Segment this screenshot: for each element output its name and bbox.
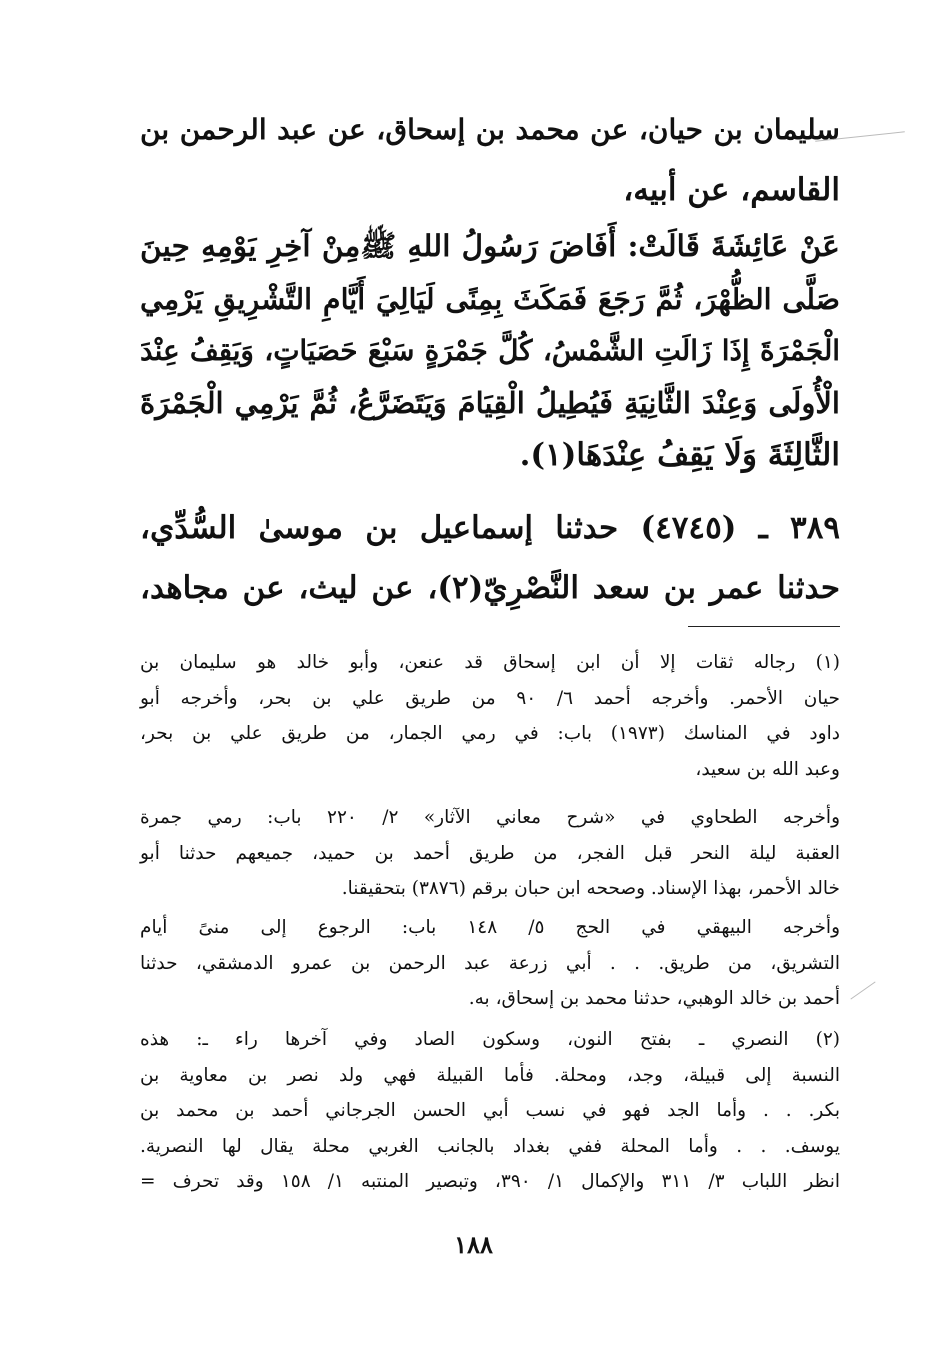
text-line: أحمد بن خالد الوهبي، حدثنا محمد بن إسحاق، به. (468, 988, 840, 1009)
text-line: الثَّالِثَةَ وَلَا يَقِفُ عِنْدَهَا(١). (519, 437, 840, 473)
text-line: التشريق، من طريق. . . أبي زرعة عبد الرحمن بن عمرو الدمشقي، حدثنا (140, 952, 840, 974)
text-line: حدثنا عمر بن سعد النَّصْرِيّ(٢)، عن ليث، عن مجاهد، (140, 570, 840, 606)
text-line: وأخرجه الطحاوي في «شرح معاني الآثار» ٢/ ٢٢٠ باب: رمي جمرة (140, 807, 841, 828)
text-line: العقبة ليلة النحر قبل الفجر، من طريق أحمد بن حميد، جميعهم حدثنا أبو (140, 842, 840, 864)
hadith-matn (140, 221, 840, 481)
text-line: انظر اللباب ٣/ ٣١١ والإكمال ١/ ٣٩٠، وتبصير المنتبه ١/ ١٥٨ وقد تحرف = (140, 1171, 841, 1192)
text-line: خالد الأحمر، بهذا الإسناد. وصححه ابن حبان برقم (٣٨٧٦) بتحقيقنا. (341, 878, 840, 899)
hadith-389-isnad (140, 498, 840, 618)
text-line: داود في المناسك (١٩٧٣) باب: في رمي الجمار، من طريق علي بن بحر، (140, 723, 840, 744)
scan-artifact-line (850, 981, 875, 999)
text-line: وأخرجه البيهقي في الحج ٥/ ١٤٨ باب: الرجوع إلى منىً أيام (140, 917, 841, 938)
footnote-2 (140, 1022, 840, 1200)
text-line: حيان الأحمر. وأخرجه أحمد ٦/ ٩٠ من طريق علي بن بحر، وأخرجه أبو (140, 687, 840, 709)
text-line: بكر. . . وأما الجد فهو في نسب أبي الحسن الجرجاني أحمد بن محمد بن (140, 1100, 840, 1121)
text-line: يوسف. . . وأما المحلة ففي بغداد بالجانب الغربي محلة يقال لها النصرية. (140, 1135, 840, 1157)
text-line: عَنْ عَائِشَةَ قَالَتْ: أَفَاضَ رَسُولُ اللهِ ﷺمِنْ آخِرِ يَوْمِهِ حِينَ (140, 229, 840, 264)
footnote-1-part-1 (140, 645, 840, 787)
text-line: النسبة إلى قبيلة، وجد، ومحلة. فأما القبيلة فهي ولد نصر بن معاوية بن (140, 1064, 840, 1086)
footnote-separator (688, 626, 840, 627)
footnote-1-part-3 (140, 910, 840, 1017)
text-line: صَلَّى الظُّهْرَ، ثُمَّ رَجَعَ فَمَكَثَ بِمِنًى لَيَالِيَ أَيَّامِ التَّشْرِيقِ يَرْمِي (140, 282, 840, 316)
text-line: الْأُولَى وَعِنْدَ الثَّانِيَةِ فَيُطِيلُ الْقِيَامَ وَيَتَضَرَّعُ، ثُمَّ يَرْمِي الْجَمْرَةَ (140, 386, 840, 420)
text-line: سليمان بن حيان، عن محمد بن إسحاق، عن عبد الرحمن بن (140, 113, 840, 146)
isnad-continuation (140, 100, 840, 220)
text-line: (١) رجاله ثقات إلا أن ابن إسحاق قد عنعن، وأبو خالد هو سليمان بن (140, 652, 840, 673)
text-line: الْجَمْرَةَ إِذَا زَالَتِ الشَّمْسُ، كُلَّ جَمْرَةٍ سَبْعَ حَصَيَاتٍ، وَيَقِفُ عِنْدَ (140, 334, 840, 367)
page-number: ١٨٨ (454, 1230, 493, 1259)
text-line: ٣٨٩ ـ (٤٧٤٥) حدثنا إسماعيل بن موسىٰ السُّدِّي، (140, 510, 840, 546)
text-line: القاسم، عن أبيه، (623, 172, 840, 208)
text-line: وعبد الله بن سعيد، (695, 758, 840, 780)
footnote-1-part-2 (140, 800, 840, 907)
text-line: (٢) النصري ـ بفتح النون، وسكون الصاد وفي آخرها راء ـ: هذه (140, 1029, 840, 1050)
